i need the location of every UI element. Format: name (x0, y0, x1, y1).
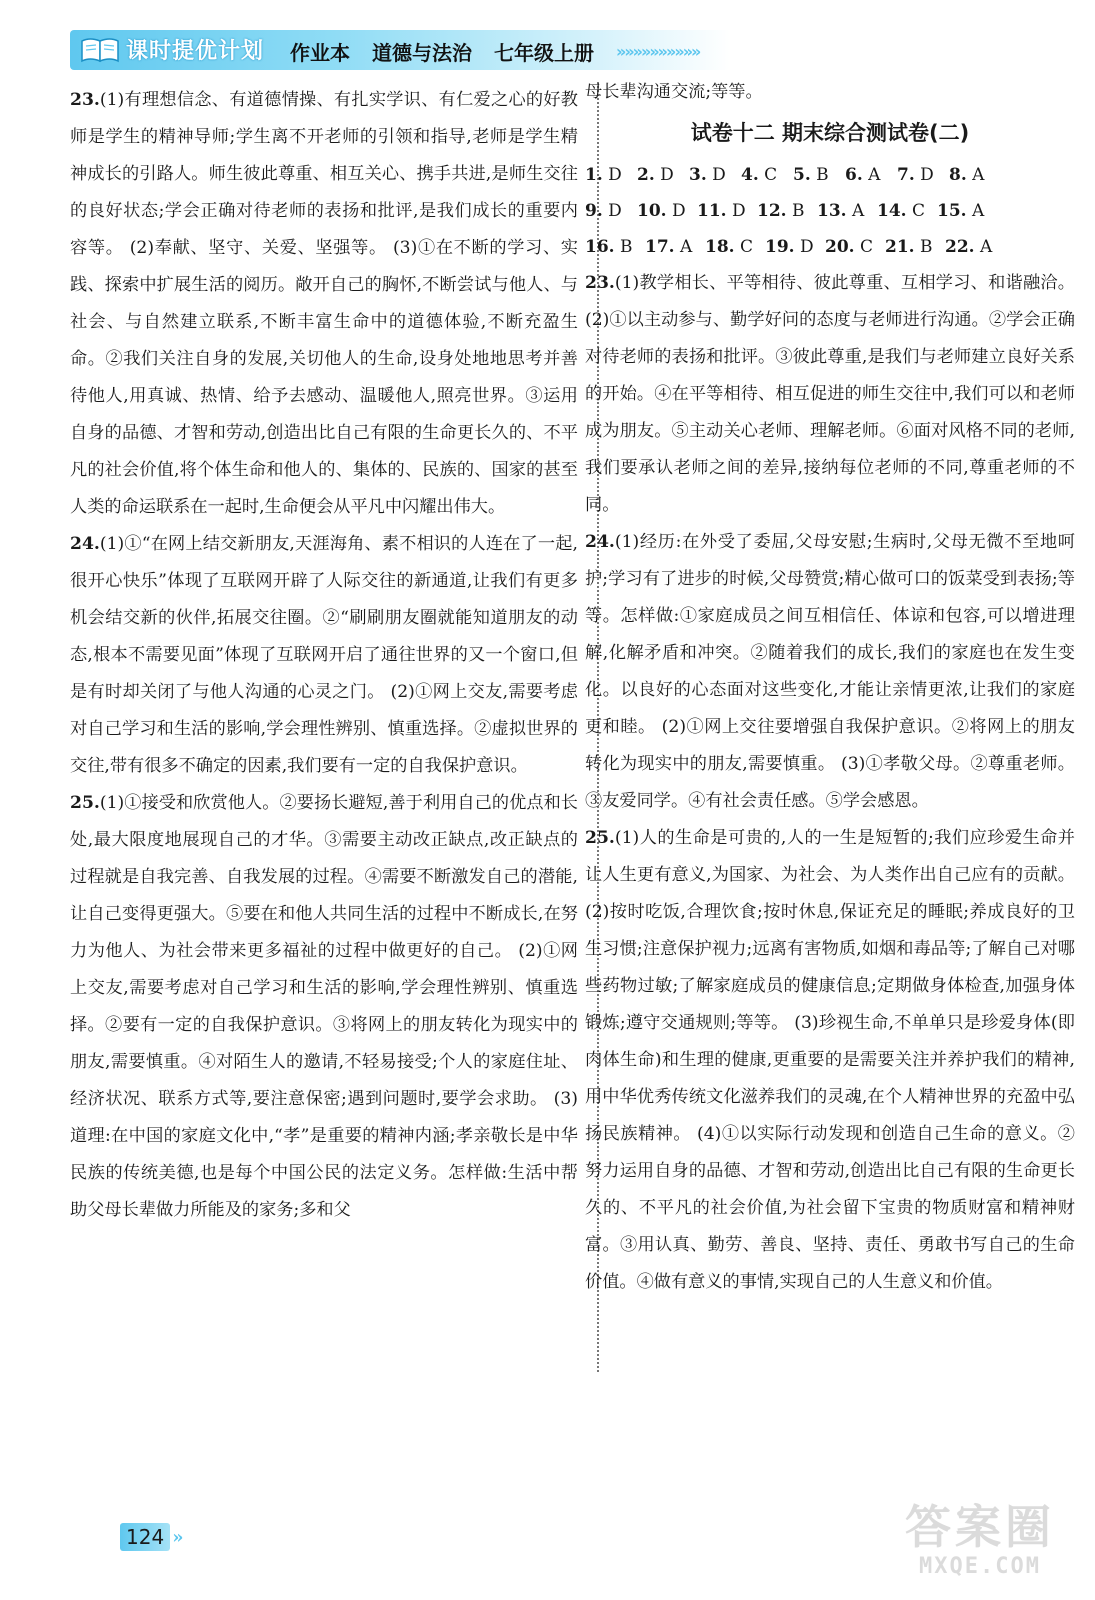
mc-answer: 15. A (937, 201, 985, 221)
left-column (70, 82, 578, 1229)
mc-answer: 14. C (877, 201, 925, 221)
question-number: 24. (70, 534, 100, 554)
mc-answer: 10. D (637, 201, 686, 221)
answer-24-left (70, 526, 578, 785)
mc-answer: 12. B (757, 201, 805, 221)
page-number-value: 124 (120, 1523, 170, 1551)
mc-answer: 8. A (949, 165, 985, 185)
brand-logo (80, 32, 264, 66)
mc-answer: 19. D (765, 237, 814, 257)
answer-text: (1)经历:在外受了委屈,父母安慰;生病时,父母无微不至地呵护;学习有了进步的时候,父母赞赏;精心做可口的饭菜受到表扬;等等。怎样做:①家庭成员之间互相信任、体谅和包容,可以增进理解,化解矛盾和冲突。②随着我们的成长,我们的家庭也在发生变化。以良好的心态面对这些变化,才能让亲情更浓,让我们的家庭更和睦。 (2)①网上交往要增强自我保护意识。②将网上的朋友转化为现实中的朋友,需要慎重。 (3)①孝敬父母。②尊重老师。③友爱同学。④有社会责任感。⑤学会感恩。 (585, 532, 1075, 811)
brand-name: 课时提优计划 (126, 38, 265, 64)
watermark-text: 答案圈 (905, 1500, 1055, 1554)
mc-answer-row (585, 157, 1075, 193)
page-header (70, 22, 740, 74)
continuation-text: 母长辈沟通交流;等等。 (585, 82, 763, 102)
answer-25-left (70, 785, 578, 1229)
mc-answer: 6. A (845, 165, 881, 185)
answer-text: (1)有理想信念、有道德情操、有扎实学识、有仁爱之心的好教师是学生的精神导师;学生离不开老师的引领和指导,老师是学生精神成长的引路人。师生彼此尊重、相互关心、携手共进,是师生交往的良好状态;学会正确对待老师的表扬和批评,是我们成长的重要内容等。 (2)奉献、坚守、关爱、坚强等。 (3)①在不断的学习、实践、探索中扩展生活的阅历。敞开自己的胸怀,不断尝试与他人、与社会、与自然建立联系,不断丰富生命中的道德体验,不断充盈生命。②我们关注自身的发展,关切他人的生命,设身处地地思考并善待他人,用真诚、热情、给予去感动、温暖他人,照亮世界。③运用自身的品德、才智和劳动,创造出比自己有限的生命更长久的、不平凡的社会价值,将个体生命和他人的、集体的、民族的、国家的甚至人类的命运联系在一起时,生命便会从平凡中闪耀出伟大。 (70, 90, 578, 517)
question-number: 25. (70, 793, 100, 813)
answer-25-right (585, 820, 1075, 1301)
answer-24-right (585, 524, 1075, 820)
mc-answer-row (585, 193, 1075, 229)
answer-text: (1)①接受和欣赏他人。②要扬长避短,善于利用自己的优点和长处,最大限度地展现自己的才华。③需要主动改正缺点,改正缺点的过程就是自我完善、自我发展的过程。④需要不断激发自己的潜能,让自己变得更强大。⑤要在和他人共同生活的过程中不断成长,在努力为他人、为社会带来更多福祉的过程中做更好的自己。 (2)①网上交友,需要考虑对自己学习和生活的影响,学会理性辨别、慎重选择。②要有一定的自我保护意识。③将网上的朋友转化为现实中的朋友,需要慎重。④对陌生人的邀请,不轻易接受;个人的家庭住址、经济状况、联系方式等,要注意保密;遇到问题时,要学会求助。 (3)道理:在中国的家庭文化中,“孝”是重要的精神内涵;孝亲敬长是中华民族的传统美德,也是每个中国公民的法定义务。怎样做:生活中帮助父母长辈做力所能及的家务;多和父 (70, 793, 578, 1220)
mc-answer: 21. B (885, 237, 933, 257)
open-book-icon (80, 35, 120, 63)
mc-answer: 22. A (945, 237, 993, 257)
mc-answer: 20. C (825, 237, 873, 257)
mc-answer: 2. D (637, 165, 674, 185)
answer-text: (1)人的生命是可贵的,人的一生是短暂的;我们应珍爱生命并让人生更有意义,为国家、为社会、为人类作出自己应有的贡献。 (2)按时吃饭,合理饮食;按时休息,保证充足的睡眠;养成良好的卫生习惯;注意保护视力;远离有害物质,如烟和毒品等;了解自己对哪些药物过敏;了解家庭成员的健康信息;定期做身体检查,加强身体锻炼;遵守交通规则;等等。 (3)珍视生命,不单单只是珍爱身体(即肉体生命)和生理的健康,更重要的是需要关注并养护我们的精神,用中华优秀传统文化滋养我们的灵魂,在个人精神世界的充盈中弘扬民族精神。 (4)①以实际行动发现和创造自己生命的意义。②努力运用自身的品德、才智和劳动,创造出比自己有限的生命更长久的、不平凡的社会价值,为社会留下宝贵的物质财富和精神财富。③用认真、勤劳、善良、坚持、责任、勇敢书写自己的生命价值。④做有意义的事情,实现自己的人生意义和价值。 (585, 828, 1075, 1292)
mc-answer: 3. D (689, 165, 726, 185)
mc-answer: 7. D (897, 165, 934, 185)
grade: 七年级上册 (494, 40, 594, 65)
mc-answer: 11. D (697, 201, 746, 221)
book-type: 作业本 (290, 40, 350, 65)
watermark-logo (885, 1500, 1075, 1590)
mc-answer: 16. B (585, 237, 633, 257)
question-number: 23. (70, 90, 100, 110)
answer-text: (1)教学相长、平等相待、彼此尊重、互相学习、和谐融洽。 (2)①以主动参与、勤学好问的态度与老师进行沟通。②学会正确对待老师的表扬和批评。③彼此尊重,是我们与老师建立良好关系的开始。④在平等相待、相互促进的师生交往中,我们可以和老师成为朋友。⑤主动关心老师、理解老师。⑥面对风格不同的老师,我们要承认老师之间的差异,接纳每位老师的不同,尊重老师的不同。 (585, 273, 1075, 515)
mc-answer: 17. A (645, 237, 693, 257)
answer-text: (1)①“在网上结交新朋友,天涯海角、素不相识的人连在了一起,很开心快乐”体现了互联网开辟了人际交往的新通道,让我们有更多机会结交新的伙伴,拓展交往圈。②“刷刷朋友圈就能知道朋友的动态,根本不需要见面”体现了互联网开启了通往世界的又一个窗口,但是有时却关闭了与他人沟通的心灵之门。 (2)①网上交友,需要考虑对自己学习和生活的影响,学会理性辨别、慎重选择。②虚拟世界的交往,带有很多不确定的因素,我们要有一定的自我保护意识。 (70, 534, 578, 776)
chevrons-icon: »»»»»»»»»» (616, 41, 700, 61)
mc-answer: 5. B (793, 165, 829, 185)
mc-answer: 18. C (705, 237, 753, 257)
question-number: 25. (585, 828, 615, 848)
mc-answer-row (585, 229, 1075, 265)
answer-23-left (70, 82, 578, 526)
mc-answer: 1. D (585, 165, 622, 185)
watermark-url: MXQE.COM (919, 1554, 1041, 1579)
question-number: 24. (585, 532, 615, 552)
question-number: 23. (585, 273, 615, 293)
chevron-right-icon: » (172, 1526, 184, 1548)
section-title: 试卷十二 期末综合测试卷(二) (690, 121, 970, 145)
mc-answer: 9. D (585, 201, 622, 221)
answer-23-right (585, 265, 1075, 524)
subject: 道德与法治 (372, 40, 472, 65)
header-info (290, 34, 699, 68)
right-column (585, 74, 1075, 1301)
page-number (120, 1520, 183, 1554)
mc-answer: 4. C (741, 165, 778, 185)
mc-answer: 13. A (817, 201, 865, 221)
